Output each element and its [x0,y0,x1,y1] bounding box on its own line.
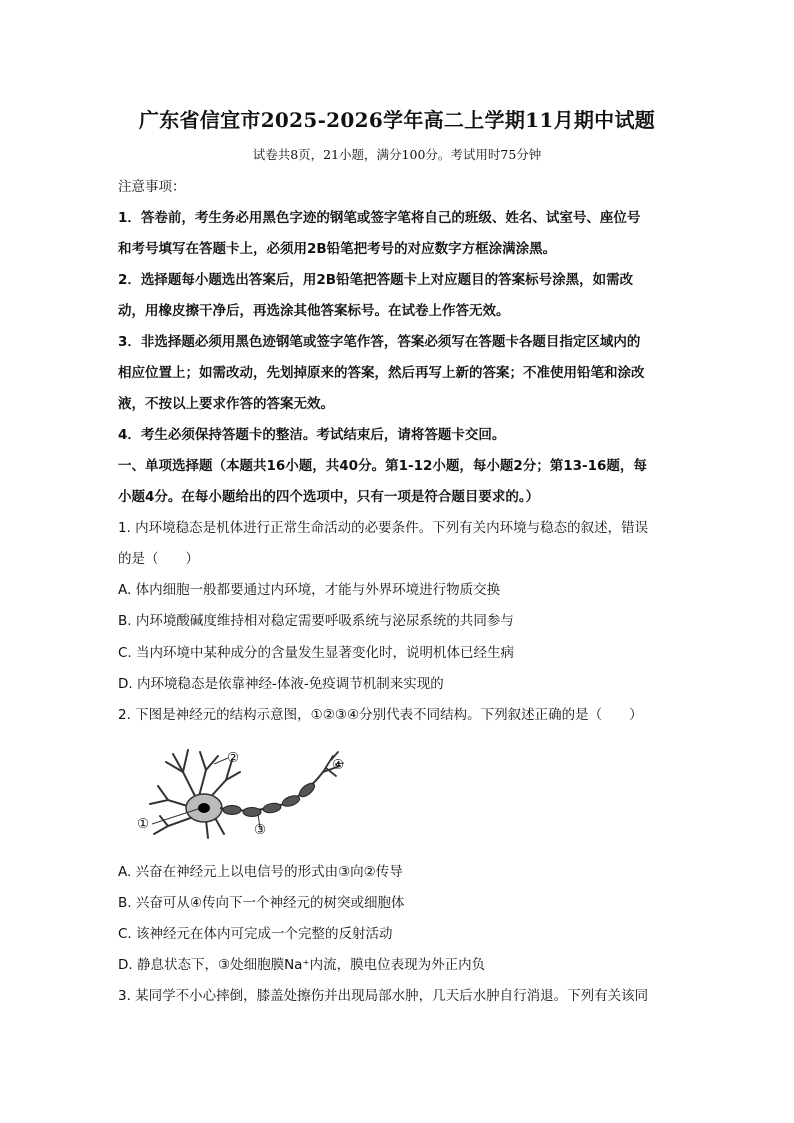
notice-line: 2．选择题每小题选出答案后，用2B铅笔把答题卡上对应题目的答案标号涂黑，如需改 [118,272,634,288]
question-stem: 2. 下图是神经元的结构示意图，①②③④分别代表不同结构。下列叙述正确的是（ ） [118,707,643,723]
question-stem: 的是（ ） [118,551,199,567]
page-title: 广东省信宜市2025-2026学年高二上学期11月期中试题 [138,108,656,132]
notice-line: 1．答卷前，考生务必用黑色字迹的钢笔或签字笔将自己的班级、姓名、试室号、座位号 [118,210,641,226]
section-heading: 一、单项选择题（本题共16小题，共40分。第1-12小题，每小题2分；第13-16题，每 [118,458,647,474]
exam-info: 试卷共8页，21小题，满分100分。考试用时75分钟 [252,147,542,162]
figure-label-4: ④ [332,757,345,773]
notice-heading: 注意事项： [118,179,186,195]
option-c: C. 当内环境中某种成分的含量发生显著变化时，说明机体已经生病 [118,645,515,661]
notice-line: 液，不按以上要求作答的答案无效。 [118,396,334,412]
option-a: A. 体内细胞一般都要通过内环境，才能与外界环境进行物质交换 [118,582,501,598]
notice-line: 和考号填写在答题卡上，必须用2B铅笔把考号的对应数字方框涂满涂黑。 [118,241,557,257]
section-heading: 小题4分。在每小题给出的四个选项中，只有一项是符合题目要求的。） [118,489,540,505]
figure-label-3: ③ [254,822,267,838]
notice-line: 3．非选择题必须用黑色迹钢笔或签字笔作答，答案必须写在答题卡各题目指定区域内的 [118,334,641,350]
figure-label-1: ① [137,816,150,832]
option-d: D. 内环境稳态是依靠神经-体液-免疫调节机制来实现的 [118,676,444,692]
option-b: B. 内环境酸碱度维持相对稳定需要呼吸系统与泌尿系统的共同参与 [118,613,514,629]
notice-line: 动，用橡皮擦干净后，再选涂其他答案标号。在试卷上作答无效。 [118,303,510,319]
figure-label-2: ② [227,750,240,766]
question-stem: 1. 内环境稳态是机体进行正常生命活动的必要条件。下列有关内环境与稳态的叙述，错误 [118,520,649,536]
option-a: A. 兴奋在神经元上以电信号的形式由③向②传导 [118,864,403,880]
option-c: C. 该神经元在体内可完成一个完整的反射活动 [118,926,393,942]
option-d: D. 静息状态下，③处细胞膜Na⁺内流，膜电位表现为外正内负 [118,957,486,973]
option-b: B. 兴奋可从④传向下一个神经元的树突或细胞体 [118,895,405,911]
notice-line: 4．考生必须保持答题卡的整洁。考试结束后，请将答题卡交回。 [118,427,506,443]
question-stem: 3. 某同学不小心摔倒，膝盖处擦伤并出现局部水肿，几天后水肿自行消退。下列有关该同 [118,988,649,1004]
notice-line: 相应位置上；如需改动，先划掉原来的答案，然后再写上新的答案；不准使用铅笔和涂改 [118,365,645,381]
